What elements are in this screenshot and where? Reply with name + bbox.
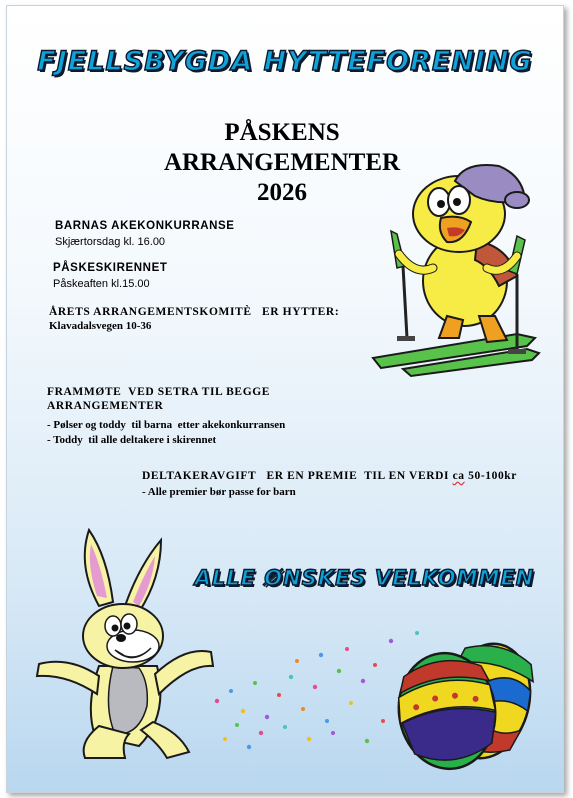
event-akekonkurranse-time: Skjærtorsdag kl. 16.00: [55, 236, 166, 248]
meetup-bullet-2: - Toddy til alle deltakere i skirennet: [47, 434, 217, 446]
meetup-heading-1: FRAMMØTE VED SETRA TIL BEGGE: [47, 386, 271, 398]
chick-skier-illustration: [367, 156, 547, 381]
meetup-heading-2: ARRANGEMENTER: [47, 400, 164, 412]
title-year: 2026: [257, 179, 307, 206]
fee-text-marked: ca: [452, 470, 465, 482]
fee-text-after: 50-100kr: [464, 470, 517, 482]
main-banner: FJELLSBYGDA HYTTEFORENING: [37, 46, 533, 77]
meetup-bullet-1: - Pølser og toddy til barna etter akekonkurransen: [47, 419, 286, 431]
event-skirenn-heading: PÅSKESKIRENNET: [53, 262, 168, 274]
committee-address: Klavadalsvegen 10-36: [49, 320, 152, 332]
fee-text-before: DELTAKERAVGIFT ER EN PREMIE TIL EN VERDI: [142, 470, 453, 482]
easter-eggs-illustration: [197, 621, 537, 771]
title-line-2: ARRANGEMENTER: [163, 149, 401, 176]
fee-bullet: - Alle premier bør passe for barn: [142, 486, 296, 498]
fee-line: [142, 470, 517, 482]
poster-page: [6, 5, 564, 793]
title-line-1: PÅSKENS: [224, 119, 340, 146]
event-skirenn-time: Påskeaften kl.15.00: [53, 278, 150, 290]
event-akekonkurranse-heading: BARNAS AKEKONKURRANSE: [55, 220, 235, 232]
welcome-banner: ALLE ØNSKES VELKOMMEN: [194, 566, 535, 590]
committee-heading: ÅRETS ARRANGEMENTSKOMITÈ ER HYTTER:: [49, 306, 340, 318]
